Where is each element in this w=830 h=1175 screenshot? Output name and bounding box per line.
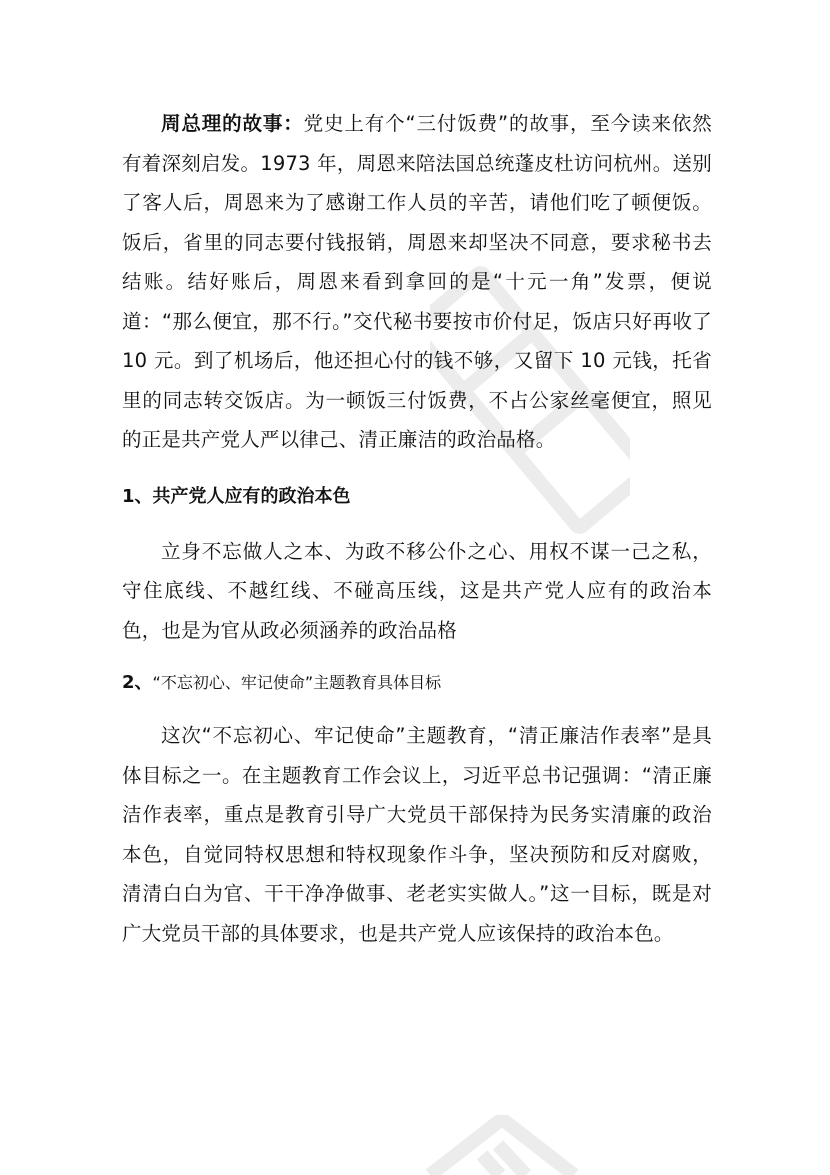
section1-body: 立身不忘做人之本、为政不移公仆之心、用权不谋一己之私，守住底线、不越红线、不碰高压线，这是共产党人应有的政治本色，也是为官从政必须涵养的政治品格: [122, 539, 712, 642]
section2-body: 这次“不忘初心、牢记使命”主题教育，“清正廉洁作表率”是具体目标之一。在主题教育工作会议上，习近平总书记强调：“清正廉洁作表率，重点是教育引导广大党员干部保持为民务实清廉的政治本色，自觉同特权思想和特权现象作斗争，坚决预防和反对腐败，清清白白为官、干干净净做事、老老实实做人。”这一目标，既是对广大党员干部的具体要求，也是共产党人应该保持的政治本色。: [122, 724, 712, 945]
section2-heading-title: “不忘初心、牢记使命”主题教育具体目标: [152, 673, 442, 692]
intro-text: 党史上有个“三付饭费”的故事，至今读来依然有着深刻启发。1973 年，周恩来陪法国总统蓬皮杜访问杭州。送别了客人后，周恩来为了感谢工作人员的辛苦，请他们吃了顿便饭。饭后，省里的同志要付钱报销，周恩来却坚决不同意，要求秘书去结账。结好账后，周恩来看到拿回的是“十元一角”发票，便说道：“那么便宜，那不行。”交代秘书要按市价付足，饭店只好再收了 10 元。到了机场后，他还担心付的钱不够，又留下 10 元钱，托省里的同志转交饭店。为一顿饭三付饭费，不占公家丝毫便宜，照见的正是共产党人严以律己、清正廉洁的政治品格。: [122, 112, 713, 451]
section2-heading: [122, 668, 712, 698]
intro-lead-bold: 周总理的故事：: [161, 112, 304, 135]
intro-paragraph: [122, 104, 712, 460]
section2-heading-number: 2、: [122, 672, 153, 693]
watermark-bottom: [420, 1115, 580, 1175]
document-page: [122, 104, 712, 953]
section1-heading: 1、共产党人应有的政治本色: [122, 485, 351, 507]
